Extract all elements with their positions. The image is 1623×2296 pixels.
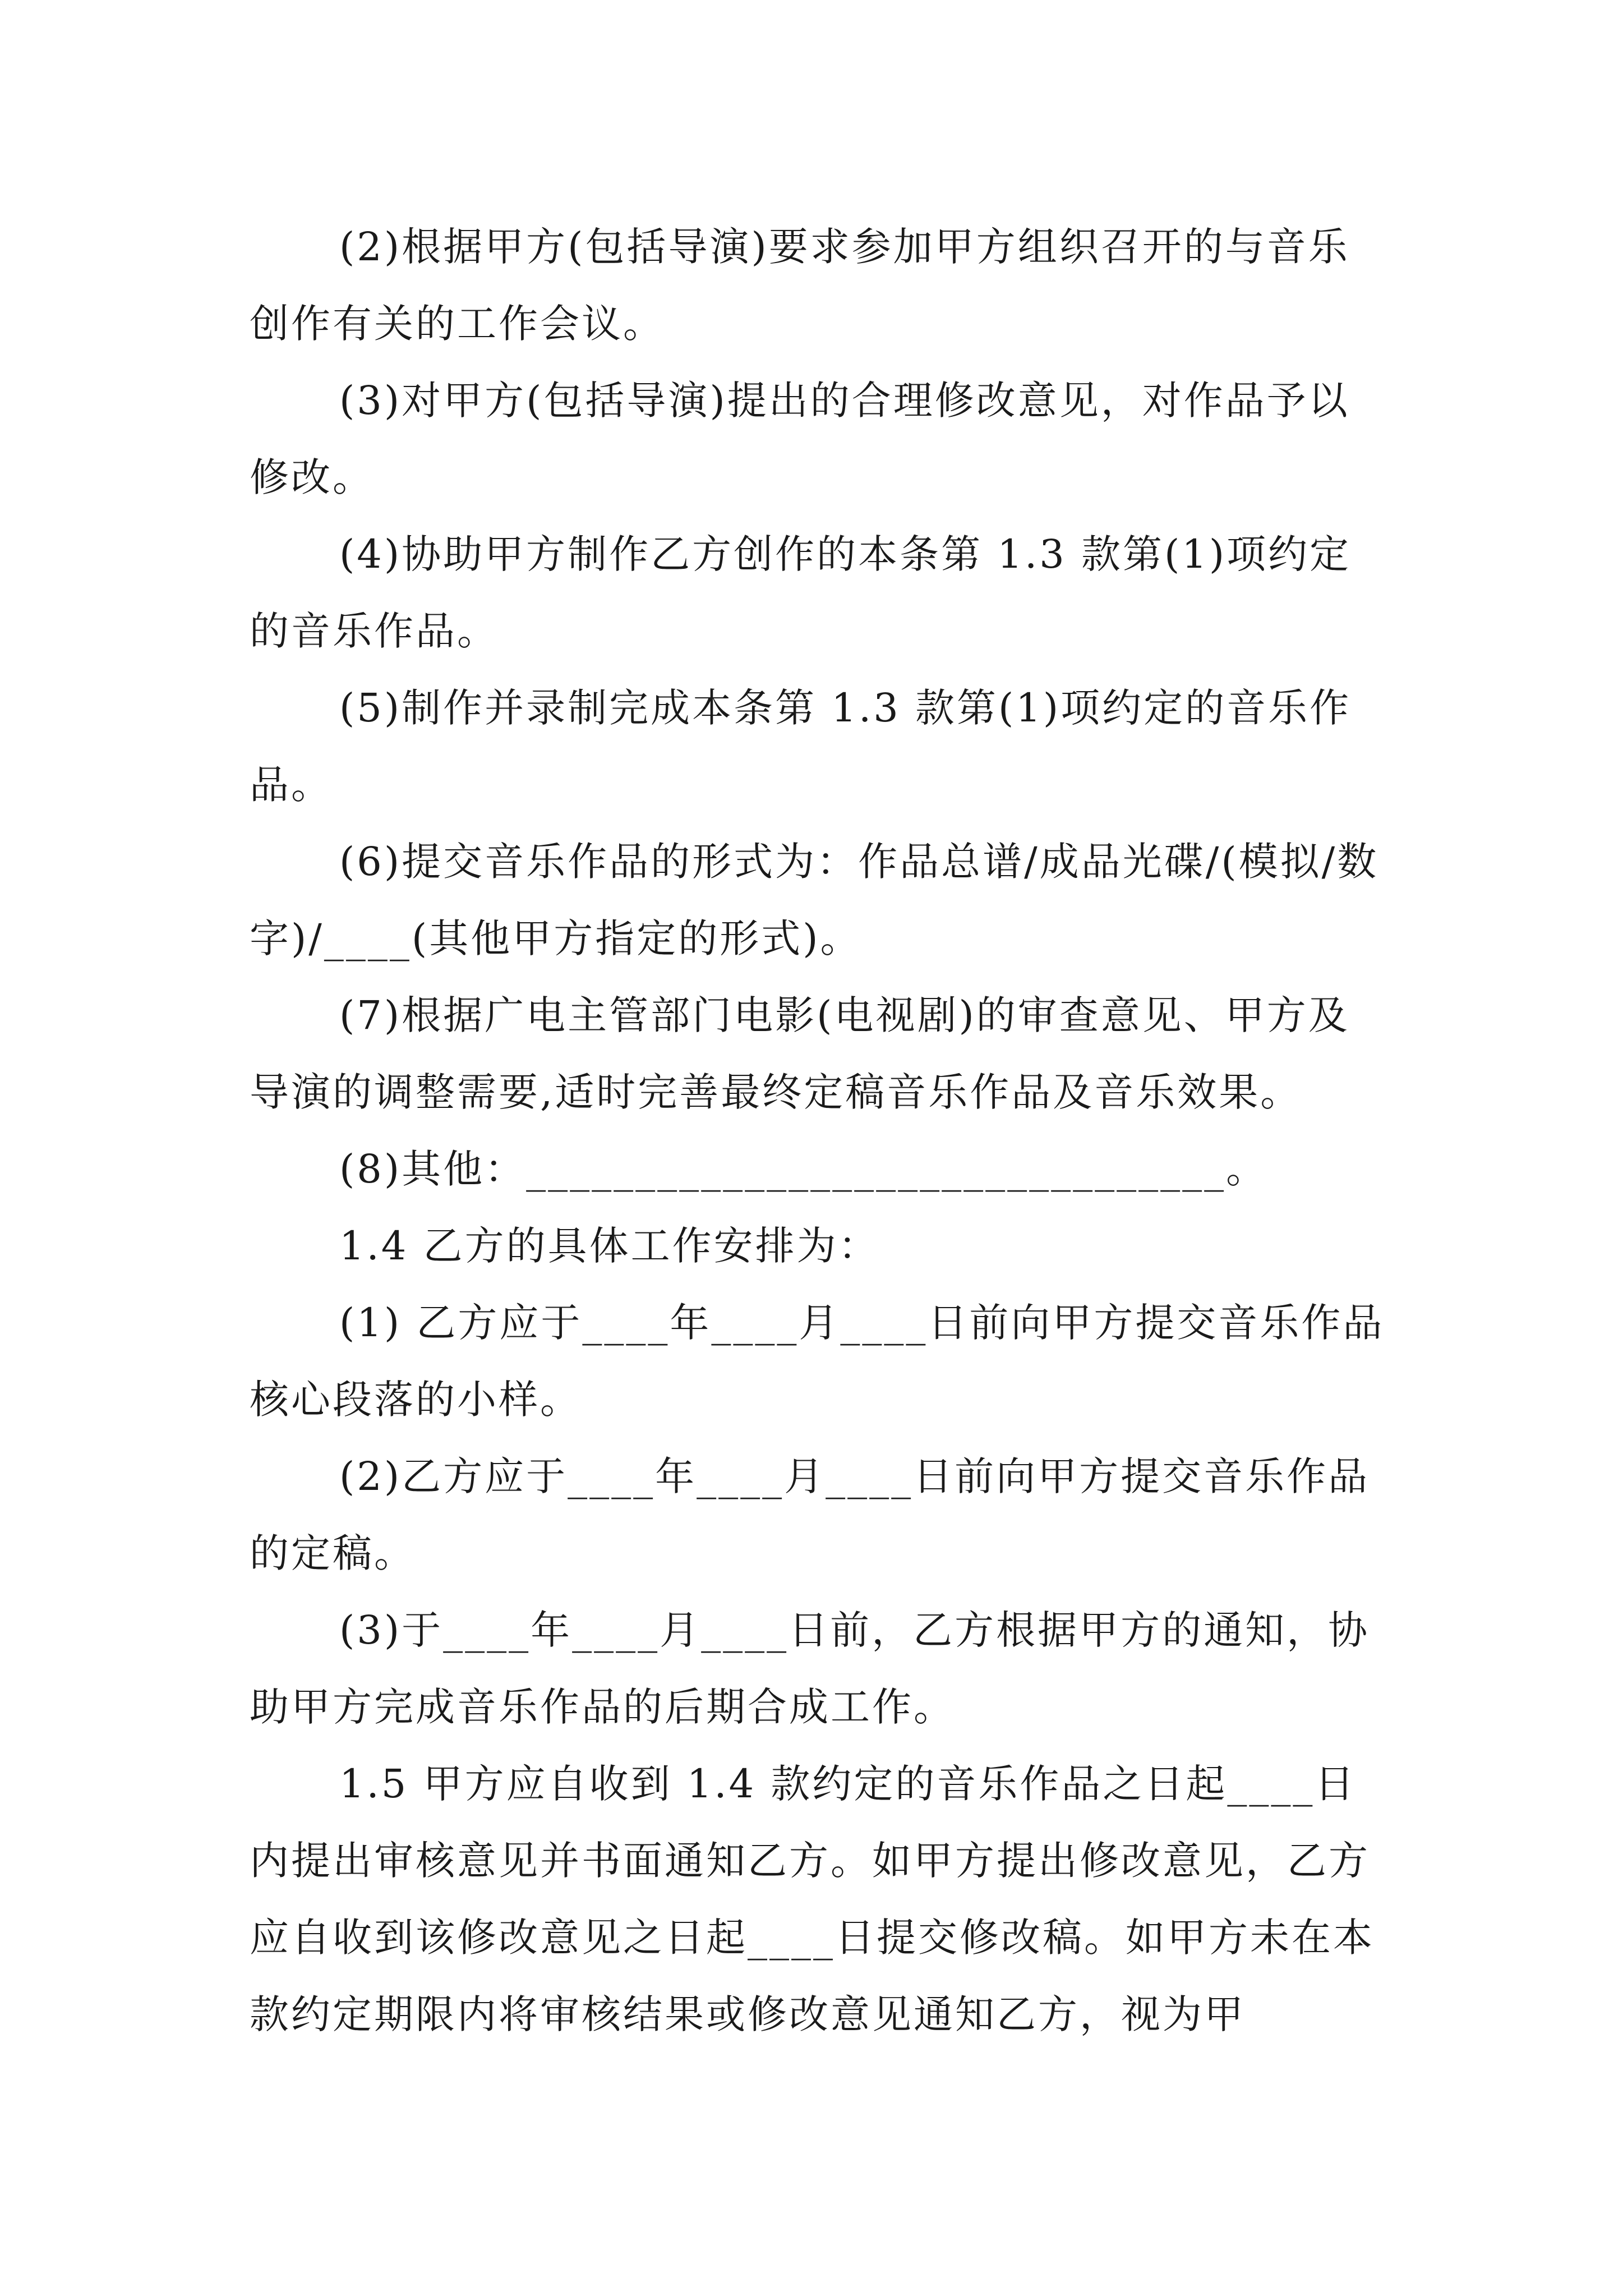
section-1-5-review: 1.5 甲方应自收到 1.4 款约定的音乐作品之日起____日内提出审核意见并书面通知乙方。如甲方提出修改意见，乙方应自收到该修改意见之日起____日提交修改稿。如甲方未在本款约定期限内将审核结果或修改意见通知乙方，视为甲 [250,1761,1375,2037]
clause-2-meetings: (2)根据甲方(包括导演)要求参加甲方组织召开的与音乐创作有关的工作会议。 [250,224,1350,347]
clause-3-revisions: (3)对甲方(包括导演)提出的合理修改意见，对作品予以修改。 [250,378,1350,500]
clause-7-refine: (7)根据广电主管部门电影(电视剧)的审查意见、甲方及导演的调整需要,适时完善最终定稿音乐作品及音乐效果。 [250,992,1350,1115]
schedule-1-demo: (1) 乙方应于____年____月____日前向甲方提交音乐作品核心段落的小样。 [250,1300,1385,1423]
clause-5-record: (5)制作并录制完成本条第 1.3 款第(1)项约定的音乐作品。 [250,685,1352,808]
section-1-4-heading: 1.4 乙方的具体工作安排为： [339,1223,880,1269]
schedule-2-final: (2)乙方应于____年____月____日前向甲方提交音乐作品的定稿。 [250,1453,1370,1576]
schedule-3-post-production: (3)于____年____月____日前，乙方根据甲方的通知，协助甲方完成音乐作品的后期合成工作。 [250,1607,1370,1730]
clause-8-other: (8)其他：________________________________。 [339,1146,1268,1192]
document-body [250,209,1388,2053]
clause-6-delivery-format: (6)提交音乐作品的形式为：作品总谱/成品光碟/(模拟/数字)/____(其他甲方指定的形式)。 [250,839,1379,961]
clause-4-assist-production: (4)协助甲方制作乙方创作的本条第 1.3 款第(1)项约定的音乐作品。 [250,531,1352,654]
